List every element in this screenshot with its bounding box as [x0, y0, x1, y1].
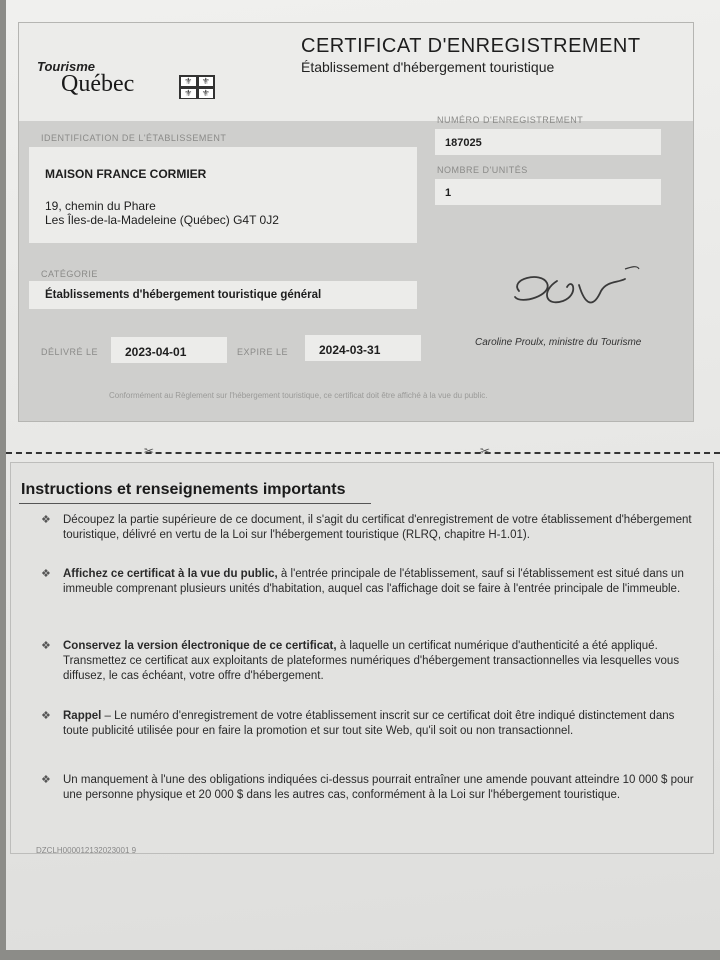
- certificate-subtitle: Établissement d'hébergement touristique: [301, 59, 555, 75]
- instruction-lead: Rappel: [63, 710, 102, 722]
- instruction-item: [41, 773, 703, 803]
- minister-name: Caroline Proulx, ministre du Tourisme: [475, 337, 642, 348]
- document-reference: DZCLH000012132023001 9: [36, 846, 137, 855]
- diamond-bullet-icon: ❖: [41, 568, 51, 580]
- registration-number-label: NUMÉRO D'ENREGISTREMENT: [437, 115, 584, 125]
- registration-number: 187025: [445, 137, 482, 149]
- logo-brand-top: Tourisme: [37, 59, 96, 74]
- units-field: [435, 179, 661, 205]
- certificate-footnote: Conformément au Règlement sur l'hébergement touristique, ce certificat doit être affiché à la vue du public.: [109, 391, 488, 400]
- document-page: [6, 0, 720, 950]
- instruction-text: à l'entrée principale de l'établissement, sauf si l'établissement est situé dans un immeuble comprenant plusieurs unités d'habitation, auquel cas l'affichage doit se faire à l'entrée principale de l'immeuble.: [63, 568, 684, 595]
- category-value: Établissements d'hébergement touristique général: [45, 289, 322, 301]
- instruction-lead: Conservez la version électronique de ce certificat,: [63, 640, 337, 652]
- certificate-title: CERTIFICAT D'ENREGISTREMENT: [301, 35, 641, 57]
- diamond-bullet-icon: ❖: [41, 640, 51, 652]
- issued-date: 2023-04-01: [125, 345, 187, 359]
- instruction-text: à laquelle un certificat numérique d'authenticité a été appliqué. Transmettez ce certificat aux exploitants de plateformes numériques d'hébergement transactionnelles via lesquelles vous diffusez, le cas échéant, votre offre d'hébergement.: [63, 640, 680, 682]
- tourisme-quebec-logo: [37, 59, 227, 119]
- instruction-item: [41, 639, 703, 684]
- diamond-bullet-icon: ❖: [41, 514, 51, 526]
- address-line-1: 19, chemin du Phare: [45, 199, 156, 213]
- expires-date: 2024-03-31: [319, 343, 381, 357]
- scissor-icon: ✂: [144, 444, 155, 458]
- scissor-icon: ✂: [480, 444, 491, 458]
- category-label: CATÉGORIE: [41, 269, 98, 279]
- units-label: NOMBRE D'UNITÉS: [437, 165, 528, 175]
- establishment-name: MAISON FRANCE CORMIER: [45, 167, 207, 181]
- instruction-item: [41, 513, 703, 543]
- issued-label: DÉLIVRÉ LE: [41, 347, 99, 357]
- instructions-panel: [10, 462, 714, 854]
- title-underline: [19, 503, 371, 504]
- instructions-title: Instructions et renseignements importants: [21, 481, 346, 498]
- instruction-lead: Affichez ce certificat à la vue du public,: [63, 568, 278, 580]
- instruction-item: [41, 709, 703, 739]
- logo-brand-main: Québec: [61, 71, 135, 97]
- expires-label: EXPIRE LE: [237, 347, 289, 357]
- diamond-bullet-icon: ❖: [41, 774, 51, 786]
- instruction-item: [41, 567, 703, 597]
- diamond-bullet-icon: ❖: [41, 710, 51, 722]
- fleurdelise-flag-icon: ⚜ ⚜ ⚜ ⚜: [179, 75, 215, 99]
- establishment-label: IDENTIFICATION DE L'ÉTABLISSEMENT: [41, 133, 227, 143]
- cut-line: [6, 452, 720, 454]
- establishment-field: [29, 147, 417, 243]
- instruction-text: – Le numéro d'enregistrement de votre établissement inscrit sur ce certificat doit être indiqué distinctement dans toute publicité utilisée pour en faire la promotion et sur tout site Web, qu'il soit ou non transactionnel.: [63, 710, 675, 737]
- units-value: 1: [445, 187, 452, 199]
- instruction-text: Découpez la partie supérieure de ce document, il s'agit du certificat d'enregistrement de votre établissement d'hébergement touristique, délivré en vertu de la Loi sur l'hébergement touristique (RLRQ, chapitre H-1.01).: [63, 514, 692, 541]
- minister-signature: [501, 261, 641, 321]
- address-line-2: Les Îles-de-la-Madeleine (Québec) G4T 0J2: [45, 213, 279, 227]
- instruction-text: Un manquement à l'une des obligations indiquées ci-dessus pourrait entraîner une amende pouvant atteindre 10 000 $ pour une personne physique et 20 000 $ dans les autres cas, conformément à la Loi sur l'hébergement touristique.: [63, 774, 694, 801]
- certificate-panel: [18, 22, 694, 422]
